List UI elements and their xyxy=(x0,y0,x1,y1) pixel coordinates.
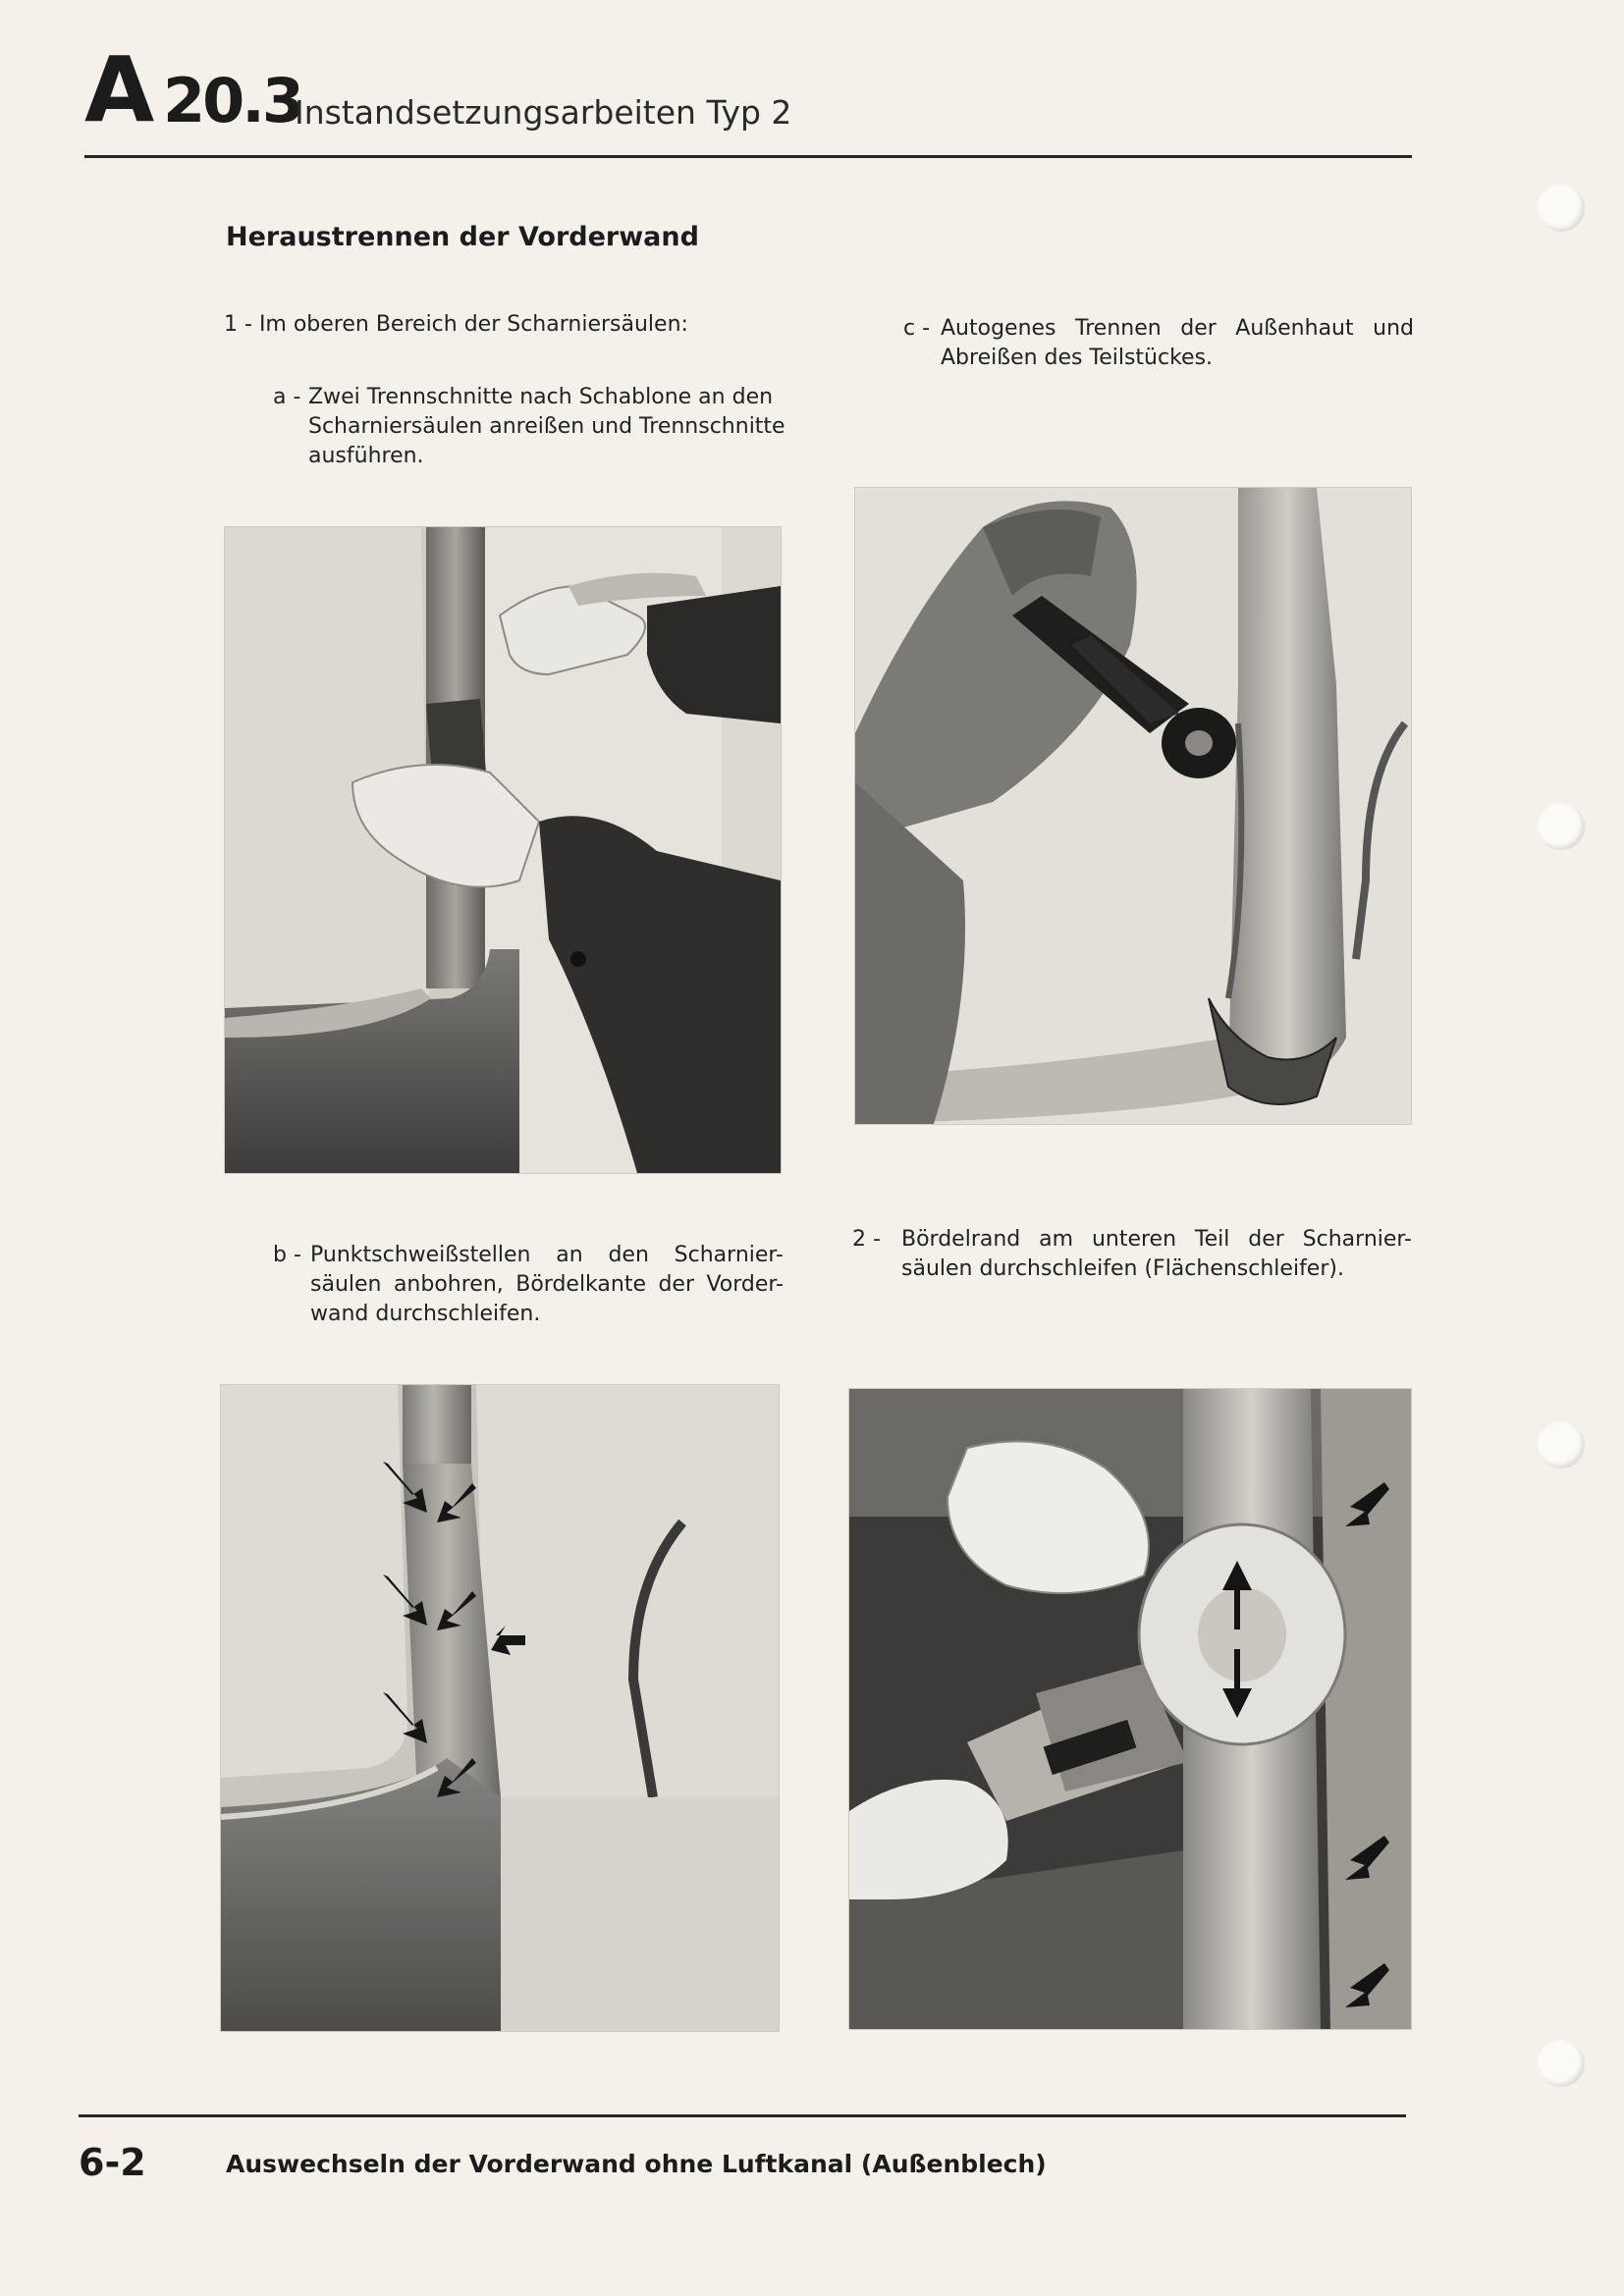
section-heading: Heraustrennen der Vorderwand xyxy=(226,222,699,252)
footer-rule xyxy=(79,2114,1406,2117)
header-title: Instandsetzungsarbeiten Typ 2 xyxy=(295,93,792,132)
step-1a-line-1: Zwei Trennschnitte nach Schablone an den xyxy=(308,385,774,409)
step-2-label: 2 - xyxy=(852,1227,881,1252)
step-1b xyxy=(273,1241,784,1329)
step-1b-line-2: säulen anbohren, Bördelkante der Vorder- xyxy=(310,1272,784,1297)
step-1b-line-1: Punktschweißstellen an den Scharnier- xyxy=(310,1243,784,1267)
step-1a-line-2: Scharniersäulen anreißen und Trennschnitte xyxy=(308,414,785,439)
step-1a xyxy=(273,383,803,471)
figure-scribing-pillar xyxy=(224,526,782,1174)
figure-spot-welds xyxy=(220,1384,780,2032)
footer-title: Auswechseln der Vorderwand ohne Luftkanal (Außenblech) xyxy=(226,2150,1047,2178)
figure-b-graphic xyxy=(221,1385,779,2031)
step-1a-line-3: ausführen. xyxy=(308,444,424,468)
step-2-line-1: Bördelrand am unteren Teil der Scharnier- xyxy=(901,1227,1412,1252)
section-number: 20.3 xyxy=(163,65,301,136)
step-1a-label: a - xyxy=(273,385,301,409)
page-number: 6-2 xyxy=(79,2141,146,2184)
step-1 xyxy=(224,310,774,340)
punch-hole-2 xyxy=(1538,803,1585,850)
step-1c xyxy=(903,314,1414,373)
step-1-label: 1 - xyxy=(224,312,252,337)
figure-c-graphic xyxy=(855,488,1411,1124)
figure-a-graphic xyxy=(225,527,781,1173)
step-1b-line-3: wand durchschleifen. xyxy=(310,1302,541,1326)
step-2 xyxy=(852,1225,1412,1284)
step-1c-label: c - xyxy=(903,316,931,341)
punch-hole-4 xyxy=(1538,2040,1585,2087)
step-1-text: Im oberen Bereich der Scharniersäulen: xyxy=(258,312,688,337)
punch-hole-1 xyxy=(1538,185,1585,232)
figure-2-graphic xyxy=(849,1389,1411,2029)
figure-pliers-tearing xyxy=(854,487,1412,1125)
step-2-line-2: säulen durchschleifen (Flächenschleifer). xyxy=(901,1256,1344,1281)
step-1c-line-1: Autogenes Trennen der Außenhaut und xyxy=(941,316,1414,341)
step-1c-line-2: Abreißen des Teilstückes. xyxy=(941,346,1214,370)
header-rule xyxy=(84,155,1412,158)
step-1b-label: b - xyxy=(273,1243,301,1267)
figure-disc-sander xyxy=(848,1388,1412,2030)
punch-hole-3 xyxy=(1538,1421,1585,1468)
section-letter: A xyxy=(84,37,151,142)
